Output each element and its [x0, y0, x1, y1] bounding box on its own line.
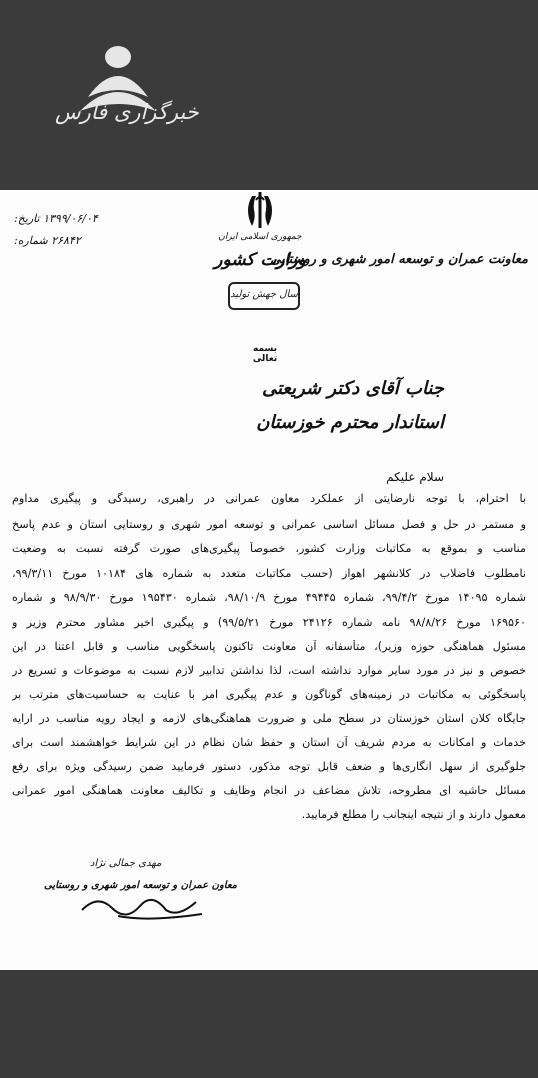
ministry-label: وزارت کشور — [214, 250, 306, 270]
signer-title: معاون عمران و توسعه امور شهری و روستایی — [44, 880, 238, 891]
body-line: خصوص و نیز در مورد سایر موارد نداشته است، لذا نداشتن تدابیر لازم نسبت به موضوعات و تسریع در — [12, 664, 526, 677]
body-line: شماره ۱۴۰۹۵ مورخ ۹۹/۴/۲، شماره ۴۹۴۴۵ مورخ ۹۸/۱۰/۹، شماره ۱۹۵۴۳۰ مورخ ۹۸/۹/۳۰ و شماره — [12, 591, 526, 604]
addressee-name: جناب آقای دکتر شریعتی — [261, 378, 444, 399]
handwritten-signature-icon — [78, 888, 208, 924]
deputy-label: معاونت عمران و توسعه امور شهری و روستایی — [270, 252, 528, 267]
republic-label: جمهوری اسلامی ایران — [218, 232, 302, 242]
body-line: و مستمر در حل و فصل مسائل اساسی عمرانی و توسعه امور شهری و روستایی استان و عدم پاسخ — [12, 518, 526, 531]
body-line: جلوگیری از سهل انگاری‌ها و ضعف قابل توجه مذکور، دستور فرمایید ضمن رسیدگی ویژه برای رفع — [12, 760, 526, 773]
body-line: پاسخگوئی به مکاتبات در زمینه‌های گوناگون و عدم پیگیری امر با عنایت به حساسیت‌های مترتب بر — [12, 688, 526, 701]
salutation: سلام علیکم — [386, 470, 444, 484]
year-seal: سال جهش تولید — [228, 282, 300, 310]
date-value: ۱۳۹۹/۰۶/۰۴ — [43, 212, 98, 225]
body-line: ۱۶۹۵۶۰ مورخ ۹۸/۸/۲۶ نامه شماره ۲۴۱۲۶ مورخ ۹۹/۵/۲۱) و پیگیری اخیر مشاور محترم وزیر و — [12, 616, 526, 629]
number-label: شماره: — [14, 234, 48, 247]
body-line: مسائل حاشیه ای مطروحه، تلاش مضاعف در انجام وظایف و تکالیف معاونت هماهنگی امور عمرانی — [12, 784, 526, 797]
addressee-title: استاندار محترم خوزستان — [256, 412, 444, 433]
watermark-band — [0, 0, 538, 190]
agency-name: خبرگزاری فارس — [55, 100, 199, 124]
body-line: نامطلوب فاضلاب در کلانشهر اهواز (حسب مکاتبات متعدد به شماره های ۱۰۱۸۴ مورخ ۹۹/۳/۱۱، — [12, 567, 526, 580]
date-label: تاریخ: — [14, 212, 40, 225]
fars-news-logo-icon — [60, 45, 180, 145]
letter-date — [14, 212, 98, 225]
signer-name: مهدی جمالی نژاد — [90, 858, 162, 869]
body-line: مسئول هماهنگی حوزه وزیر)، متأسفانه آن معاونت تاکنون پاسخگویی مناسب و قابل اعتنا در این — [12, 640, 526, 653]
body-line: خدمات و امکانات به مردم شریف آن استان و حفظ شان نظام در این شرایط خواهشمند است برای — [12, 736, 526, 749]
iran-emblem-icon — [240, 188, 280, 232]
body-line: معمول دارند و از نتیجه اینجانب را مطلع فرمایید. — [301, 808, 526, 821]
body-line: با احترام، با توجه نارضایتی از عملکرد معاون عمرانی در راهبری، رسیدگی و پیگیری مداوم — [12, 492, 526, 505]
body-line: مناسب و بموقع به مکاتبات وزارت کشور، خصوصاً پیگیری‌های صورت گرفته نسبت به وضعیت — [12, 542, 526, 555]
body-line: جایگاه کلان استان خوزستان در سطح ملی و ضرورت هماهنگی‌های لازمه و ایجاد رویه مناسب در ارایه — [12, 712, 526, 725]
number-value: ۲۶۸۴۲ — [51, 234, 81, 247]
bottom-band — [0, 970, 538, 1078]
letter-number — [14, 234, 81, 247]
invocation: بسمه تعالی — [252, 344, 278, 364]
